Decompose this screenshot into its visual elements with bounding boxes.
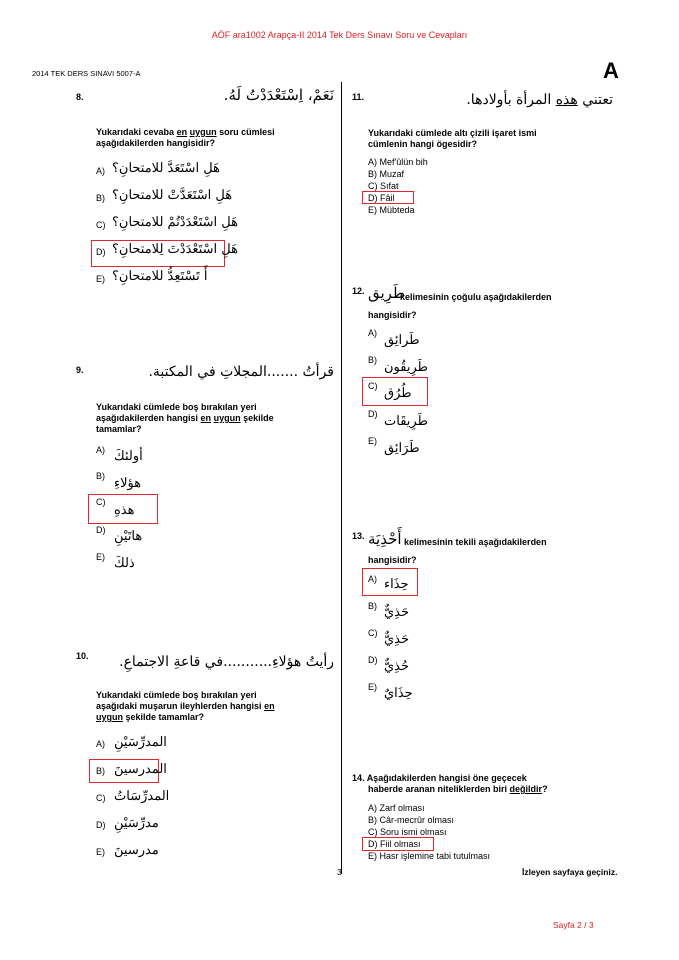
q8-option-e-letter: E)	[96, 274, 105, 284]
q12-option-b[interactable]: طَرِيقُون	[384, 360, 428, 375]
q14-option-e[interactable]: E) Hasr işlemine tabi tutulması	[368, 851, 491, 861]
sayfa-indicator: Sayfa 2 / 3	[553, 920, 594, 930]
q8-stem: Yukarıdaki cevaba en uygun soru cümlesi aşağıdakilerden hangisidir?	[96, 127, 275, 148]
q10-number: 10.	[76, 651, 89, 661]
q10-option-b[interactable]: المدرسينَ	[114, 762, 167, 777]
q13-option-b-letter: B)	[368, 601, 377, 611]
q12-option-b-letter: B)	[368, 355, 377, 365]
q14-option-d[interactable]: D) Fiil olması	[368, 839, 421, 849]
q12-option-e-letter: E)	[368, 436, 377, 446]
q12-option-a[interactable]: طَرائِق	[384, 333, 420, 348]
q11-option-e[interactable]: E) Mübteda	[368, 205, 415, 215]
q13-stem-line1: kelimesinin tekili aşağıdakilerden	[404, 537, 547, 547]
q14-option-a[interactable]: A) Zarf olması	[368, 803, 425, 813]
q14-option-c[interactable]: C) Soru ismi olması	[368, 827, 447, 837]
q13-option-e[interactable]: حِذَايٌ	[384, 686, 413, 701]
q12-word: طَرِيق	[368, 284, 405, 302]
q10-option-a-letter: A)	[96, 739, 105, 749]
q9-number: 9.	[76, 365, 84, 375]
q13-word: أَحْذِيَة	[368, 530, 402, 548]
booklet-letter: A	[603, 58, 619, 83]
q9-option-e[interactable]: ذلكَ	[114, 556, 135, 571]
q12-option-d[interactable]: طَرِيقَات	[384, 414, 428, 429]
q9-stem: Yukarıdaki cümlede boş bırakılan yeri aşağıdakilerden hangisi en uygun şekilde tamamlar?	[96, 402, 274, 434]
q12-stem-line1: kelimesinin çoğulu aşağıdakilerden	[400, 292, 552, 302]
q13-option-c[interactable]: حَذِيٌّ	[384, 632, 410, 647]
q8-option-c-letter: C)	[96, 220, 106, 230]
q9-option-b-letter: B)	[96, 471, 105, 481]
q12-number: 12.	[352, 286, 365, 296]
q12-option-e[interactable]: طَرَائِق	[384, 441, 420, 456]
q12-option-a-letter: A)	[368, 328, 377, 338]
q10-option-e[interactable]: مدرسينَ	[114, 843, 159, 858]
q10-stem: Yukarıdaki cümlede boş bırakılan yeri aşağıdaki muşarun ileyhlerden hangisi en uygun şekilde tamamlar?	[96, 690, 275, 722]
q14-number: 14.	[352, 773, 365, 783]
q12-option-c-letter: C)	[368, 381, 378, 391]
q10-arabic-sentence: رأيتُ هؤلاءِ...........في قاعةِ الاجتماعِ.	[119, 654, 334, 670]
exam-code: 2014 TEK DERS SINAVI 5007-A	[32, 69, 141, 78]
q11-option-c[interactable]: C) Sıfat	[368, 181, 399, 191]
q8-option-d[interactable]: هَلِ اسْتَعْدَدْتَ لِلامتحانِ؟	[112, 242, 238, 257]
q8-option-a-letter: A)	[96, 166, 105, 176]
q11-arabic-sentence: تعتني هذه المرأة بأولادها.	[466, 92, 613, 108]
q12-option-c[interactable]: طُرُق	[384, 386, 412, 401]
q12-stem-line2: hangisidir?	[368, 310, 417, 320]
q9-option-b[interactable]: هؤلاءِ	[114, 476, 142, 491]
q8-option-c[interactable]: هَلِ اسْتَعْدَدْتُمْ للامتحانِ؟	[112, 215, 238, 230]
q13-option-e-letter: E)	[368, 682, 377, 692]
q9-option-a[interactable]: أولئكَ	[114, 449, 143, 464]
q11-stem: Yukarıdaki cümlede altı çizili işaret ismi cümlenin hangi ögesidir?	[368, 128, 537, 149]
q13-option-b[interactable]: حَذِيٌّ	[384, 605, 410, 620]
column-divider	[341, 82, 342, 874]
q9-option-d[interactable]: هاتَيْنِ	[114, 529, 143, 544]
q9-option-c-letter: C)	[96, 497, 106, 507]
q13-option-a[interactable]: حِذَاء	[384, 577, 409, 592]
q10-option-c[interactable]: المدرِّسَاتُ	[114, 789, 170, 804]
document-top-title: AÖF ara1002 Arapça-II 2014 Tek Ders Sınavı Soru ve Cevapları	[211, 30, 468, 40]
q13-option-d-letter: D)	[368, 655, 378, 665]
q10-option-a[interactable]: المدرِّسَيْنِ	[114, 735, 167, 750]
q10-option-d[interactable]: مدرِّسَيْنِ	[114, 816, 159, 831]
q10-option-d-letter: D)	[96, 820, 106, 830]
q10-option-e-letter: E)	[96, 847, 105, 857]
q13-option-d[interactable]: حُذِيٌّ	[384, 659, 410, 674]
q13-option-c-letter: C)	[368, 628, 378, 638]
q8-option-e[interactable]: أَ تَسْتَعِدُّ للامتحانِ؟	[112, 269, 208, 284]
q11-number: 11.	[352, 92, 365, 102]
q9-option-d-letter: D)	[96, 525, 106, 535]
q13-number: 13.	[352, 531, 365, 541]
q9-option-c[interactable]: هذهِ	[114, 503, 135, 518]
q9-arabic-sentence: قرأتُ .......المجلاتِ في المكتبة.	[148, 364, 334, 380]
q13-stem-line2: hangisidir?	[368, 555, 417, 565]
q8-arabic-sentence: نَعَمْ، اِسْتَعْدَدْتُ لَهُ.	[223, 86, 334, 104]
q13-option-a-letter: A)	[368, 574, 377, 584]
q10-option-c-letter: C)	[96, 793, 106, 803]
q14-stem: 14. Aşağıdakilerden hangisi öne geçecek haberde aranan niteliklerden biri değildir?	[352, 773, 548, 794]
q8-option-b[interactable]: هَلِ اسْتَعَدَّتْ للامتحانِ؟	[112, 188, 233, 203]
page-number: 3	[337, 867, 342, 877]
q12-option-d-letter: D)	[368, 409, 378, 419]
q9-option-a-letter: A)	[96, 445, 105, 455]
q11-option-b[interactable]: B) Muzaf	[368, 169, 405, 179]
q11-option-a[interactable]: A) Mef'ûlün bih	[368, 157, 428, 167]
q10-option-b-letter: B)	[96, 766, 105, 776]
q8-option-a[interactable]: هَلِ اسْتَعَدَّ للامتحانِ؟	[112, 161, 220, 176]
next-page-note: İzleyen sayfaya geçiniz.	[522, 867, 618, 877]
q9-option-e-letter: E)	[96, 552, 105, 562]
q14-option-b[interactable]: B) Câr-mecrûr olması	[368, 815, 455, 825]
q8-option-d-letter: D)	[96, 247, 106, 257]
q8-option-b-letter: B)	[96, 193, 105, 203]
q11-option-d[interactable]: D) Fâil	[368, 193, 395, 203]
q8-number: 8.	[76, 92, 84, 102]
